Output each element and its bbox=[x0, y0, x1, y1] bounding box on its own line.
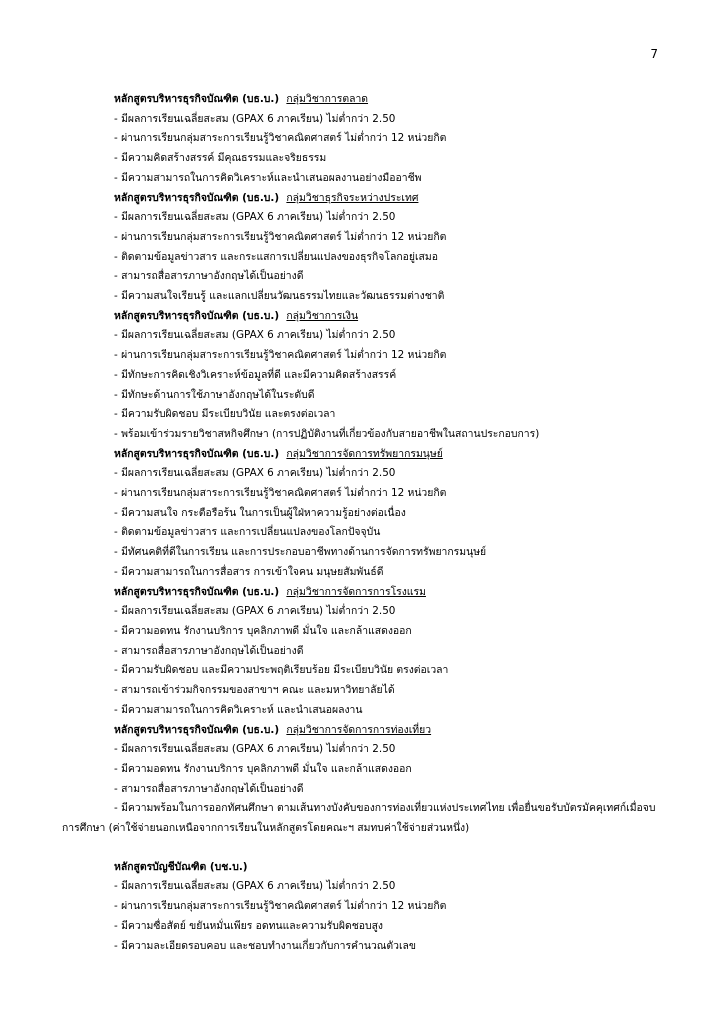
requirement-item: - มีความคิดสร้างสรรค์ มีคุณธรรมและจริยธรรม bbox=[62, 149, 672, 169]
requirement-item: - มีผลการเรียนเฉลี่ยสะสม (GPAX 6 ภาคเรียน) ไม่ต่ำกว่า 2.50 bbox=[62, 464, 672, 484]
requirement-item: - ผ่านการเรียนกลุ่มสาระการเรียนรู้วิชาคณิตศาสตร์ ไม่ต่ำกว่า 12 หน่วยกิต bbox=[62, 228, 672, 248]
section-heading bbox=[62, 445, 672, 465]
page-number: 7 bbox=[650, 47, 658, 61]
requirement-item: - มีความอดทน รักงานบริการ บุคลิกภาพดี มั่นใจ และกล้าแสดงออก bbox=[62, 760, 672, 780]
requirement-item: - มีความสามารถในการคิดวิเคราะห์และนำเสนอผลงานอย่างมืออาชีพ bbox=[62, 169, 672, 189]
requirement-item: - มีผลการเรียนเฉลี่ยสะสม (GPAX 6 ภาคเรียน) ไม่ต่ำกว่า 2.50 bbox=[62, 326, 672, 346]
section-title: หลักสูตรบริหารธุรกิจบัณฑิต (บธ.บ.) bbox=[114, 191, 280, 204]
requirement-item: - สามารถสื่อสารภาษาอังกฤษได้เป็นอย่างดี bbox=[62, 780, 672, 800]
requirement-item: - ผ่านการเรียนกลุ่มสาระการเรียนรู้วิชาคณิตศาสตร์ ไม่ต่ำกว่า 12 หน่วยกิต bbox=[62, 897, 672, 917]
requirement-item: - มีผลการเรียนเฉลี่ยสะสม (GPAX 6 ภาคเรียน) ไม่ต่ำกว่า 2.50 bbox=[62, 208, 672, 228]
curriculum-section-finance bbox=[62, 307, 672, 445]
requirement-item: - มีทักษะการคิดเชิงวิเคราะห์ข้อมูลที่ดี และมีความคิดสร้างสรรค์ bbox=[62, 366, 672, 386]
section-heading bbox=[62, 583, 672, 603]
section-group: กลุ่มวิชาธุรกิจระหว่างประเทศ bbox=[286, 191, 419, 204]
requirement-item: - ติดตามข้อมูลข่าวสาร และกระแสการเปลี่ยนแปลงของธุรกิจโลกอยู่เสมอ bbox=[62, 248, 672, 268]
requirement-item: - ผ่านการเรียนกลุ่มสาระการเรียนรู้วิชาคณิตศาสตร์ ไม่ต่ำกว่า 12 หน่วยกิต bbox=[62, 129, 672, 149]
curriculum-section-hotel-management bbox=[62, 583, 672, 721]
section-heading bbox=[62, 90, 672, 110]
curriculum-section-tourism-management bbox=[62, 721, 672, 839]
section-title: หลักสูตรบริหารธุรกิจบัณฑิต (บธ.บ.) bbox=[114, 723, 280, 736]
requirement-item: - ผ่านการเรียนกลุ่มสาระการเรียนรู้วิชาคณิตศาสตร์ ไม่ต่ำกว่า 12 หน่วยกิต bbox=[62, 484, 672, 504]
section-title: หลักสูตรบริหารธุรกิจบัณฑิต (บธ.บ.) bbox=[114, 585, 280, 598]
requirement-item: - มีผลการเรียนเฉลี่ยสะสม (GPAX 6 ภาคเรียน) ไม่ต่ำกว่า 2.50 bbox=[62, 740, 672, 760]
curriculum-section-marketing bbox=[62, 90, 672, 189]
requirement-item: - มีความรับผิดชอบ และมีความประพฤติเรียบร้อย มีระเบียบวินัย ตรงต่อเวลา bbox=[62, 661, 672, 681]
curriculum-section-international-business bbox=[62, 189, 672, 307]
section-title: หลักสูตรบริหารธุรกิจบัณฑิต (บธ.บ.) bbox=[114, 93, 280, 105]
requirement-item: - สามารถเข้าร่วมกิจกรรมของสาขาฯ คณะ และมหาวิทยาลัยได้ bbox=[62, 681, 672, 701]
requirement-item: - มีความซื่อสัตย์ ขยันหมั่นเพียร อดทนและความรับผิดชอบสูง bbox=[62, 917, 672, 937]
requirement-item-long: - มีความพร้อมในการออกทัศนศึกษา ตามเส้นทางบังคับของการท่องเที่ยวแห่งประเทศไทย เพื่อยื่นขอรับบัตรมัคคุเทศก์เมื่อจบการศึกษา (ค่าใช้จ่ายนอกเหนือจากการเรียนในหลักสูตรโดยคณะฯ สมทบค่าใช้จ่ายส่วนหนึ่ง) bbox=[62, 799, 672, 838]
curriculum-section-accounting bbox=[62, 858, 672, 957]
requirement-item: - มีความสนใจ กระตือรือร้น ในการเป็นผู้ใฝ่หาความรู้อย่างต่อเนื่อง bbox=[62, 504, 672, 524]
requirement-item: - พร้อมเข้าร่วมรายวิชาสหกิจศึกษา (การปฏิบัติงานที่เกี่ยวข้องกับสายอาชีพในสถานประกอบการ) bbox=[62, 425, 672, 445]
requirement-item: - ติดตามข้อมูลข่าวสาร และการเปลี่ยนแปลงของโลกปัจจุบัน bbox=[62, 523, 672, 543]
requirement-item: - มีความสนใจเรียนรู้ และแลกเปลี่ยนวัฒนธรรมไทยและวัฒนธรรมต่างชาติ bbox=[62, 287, 672, 307]
document-body bbox=[62, 90, 672, 956]
requirement-item: - ผ่านการเรียนกลุ่มสาระการเรียนรู้วิชาคณิตศาสตร์ ไม่ต่ำกว่า 12 หน่วยกิต bbox=[62, 346, 672, 366]
requirement-item: - มีความรับผิดชอบ มีระเบียบวินัย และตรงต่อเวลา bbox=[62, 405, 672, 425]
section-heading bbox=[62, 307, 672, 327]
requirement-item: - มีผลการเรียนเฉลี่ยสะสม (GPAX 6 ภาคเรียน) ไม่ต่ำกว่า 2.50 bbox=[62, 877, 672, 897]
section-group: กลุ่มวิชาการจัดการทรัพยากรมนุษย์ bbox=[286, 447, 443, 460]
section-title: หลักสูตรบริหารธุรกิจบัณฑิต (บธ.บ.) bbox=[114, 447, 280, 460]
requirement-item: - มีทัศนคติที่ดีในการเรียน และการประกอบอาชีพทางด้านการจัดการทรัพยากรมนุษย์ bbox=[62, 543, 672, 563]
requirement-item: - มีผลการเรียนเฉลี่ยสะสม (GPAX 6 ภาคเรียน) ไม่ต่ำกว่า 2.50 bbox=[62, 110, 672, 130]
requirement-item: - สามารถสื่อสารภาษาอังกฤษได้เป็นอย่างดี bbox=[62, 267, 672, 287]
section-group: กลุ่มวิชาการตลาด bbox=[286, 93, 369, 105]
section-heading bbox=[62, 858, 672, 878]
section-group: กลุ่มวิชาการเงิน bbox=[286, 309, 359, 322]
requirement-item: - มีผลการเรียนเฉลี่ยสะสม (GPAX 6 ภาคเรียน) ไม่ต่ำกว่า 2.50 bbox=[62, 602, 672, 622]
requirement-item: - มีความละเอียดรอบคอบ และชอบทำงานเกี่ยวกับการคำนวณตัวเลข bbox=[62, 937, 672, 957]
section-heading bbox=[62, 721, 672, 741]
requirement-item: - มีความอดทน รักงานบริการ บุคลิกภาพดี มั่นใจ และกล้าแสดงออก bbox=[62, 622, 672, 642]
requirement-item: - มีความสามารถในการคิดวิเคราะห์ และนำเสนอผลงาน bbox=[62, 701, 672, 721]
section-heading bbox=[62, 189, 672, 209]
section-group: กลุ่มวิชาการจัดการการท่องเที่ยว bbox=[286, 723, 432, 736]
section-title: หลักสูตรบัญชีบัณฑิต (บช.บ.) bbox=[114, 860, 248, 873]
section-group: กลุ่มวิชาการจัดการการโรงแรม bbox=[286, 585, 426, 598]
requirement-item: - มีความสามารถในการสื่อสาร การเข้าใจคน มนุษยสัมพันธ์ดี bbox=[62, 563, 672, 583]
requirement-item: - มีทักษะด้านการใช้ภาษาอังกฤษได้ในระดับดี bbox=[62, 386, 672, 406]
section-title: หลักสูตรบริหารธุรกิจบัณฑิต (บธ.บ.) bbox=[114, 309, 280, 322]
requirement-item: - สามารถสื่อสารภาษาอังกฤษได้เป็นอย่างดี bbox=[62, 642, 672, 662]
curriculum-section-human-resources bbox=[62, 445, 672, 583]
